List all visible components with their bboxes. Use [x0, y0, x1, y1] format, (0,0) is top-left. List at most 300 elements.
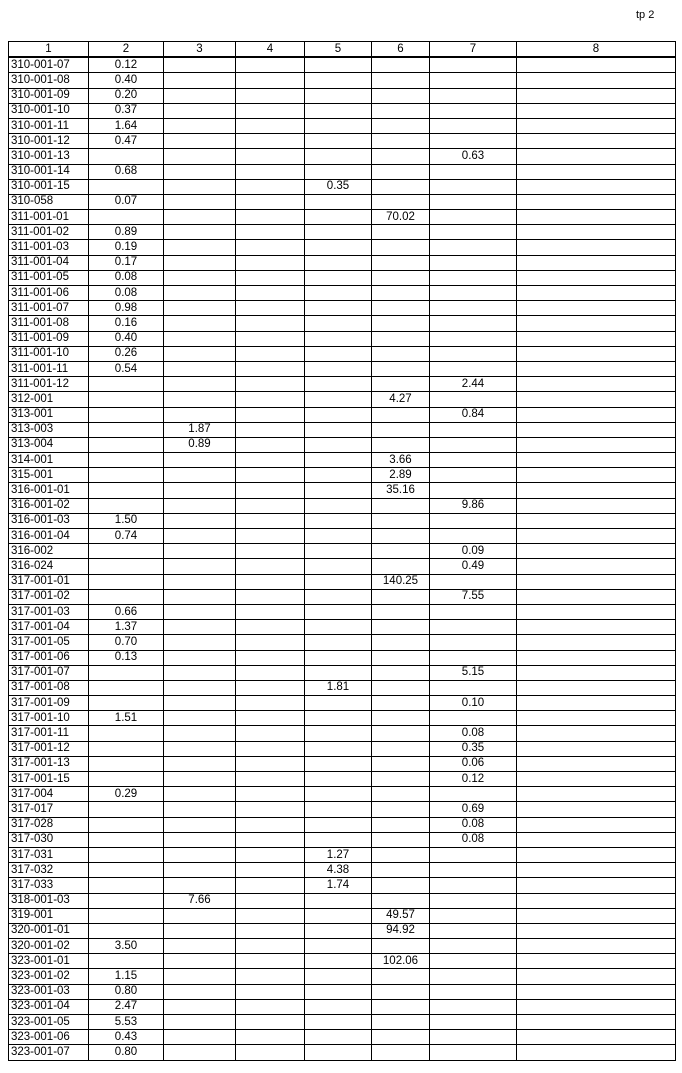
value-cell-col-8 — [517, 331, 676, 346]
value-cell-col-7: 0.35 — [430, 741, 517, 756]
row-code-cell: 312-001 — [9, 392, 89, 407]
value-cell-col-3 — [164, 1015, 236, 1030]
table-row — [9, 726, 676, 741]
value-cell-col-4 — [236, 179, 305, 194]
row-code-cell: 313-004 — [9, 437, 89, 452]
table-row — [9, 468, 676, 483]
value-cell-col-7 — [430, 893, 517, 908]
value-cell-col-4 — [236, 210, 305, 225]
value-cell-col-2 — [89, 847, 164, 862]
value-cell-col-7: 0.06 — [430, 756, 517, 771]
value-cell-col-3 — [164, 1030, 236, 1045]
value-cell-col-4 — [236, 726, 305, 741]
value-cell-col-2: 0.80 — [89, 984, 164, 999]
value-cell-col-3 — [164, 999, 236, 1014]
value-cell-col-7: 0.08 — [430, 817, 517, 832]
value-cell-col-3 — [164, 513, 236, 528]
value-cell-col-4 — [236, 680, 305, 695]
value-cell-col-2: 0.54 — [89, 361, 164, 376]
value-cell-col-7: 0.08 — [430, 832, 517, 847]
value-cell-col-5 — [305, 422, 372, 437]
value-cell-col-7 — [430, 210, 517, 225]
value-cell-col-2 — [89, 878, 164, 893]
value-cell-col-8 — [517, 817, 676, 832]
value-cell-col-2: 0.89 — [89, 225, 164, 240]
value-cell-col-5 — [305, 1030, 372, 1045]
value-cell-col-6 — [372, 513, 430, 528]
table-row — [9, 513, 676, 528]
value-cell-col-6 — [372, 301, 430, 316]
value-cell-col-8 — [517, 286, 676, 301]
row-code-cell: 317-001-02 — [9, 589, 89, 604]
table-row — [9, 194, 676, 209]
value-cell-col-5 — [305, 817, 372, 832]
value-cell-col-7 — [430, 529, 517, 544]
row-code-cell: 311-001-06 — [9, 286, 89, 301]
table-row — [9, 286, 676, 301]
value-cell-col-2: 0.08 — [89, 270, 164, 285]
table-row — [9, 559, 676, 574]
value-cell-col-7 — [430, 635, 517, 650]
value-cell-col-7 — [430, 999, 517, 1014]
page-label: tp 2 — [636, 9, 655, 21]
value-cell-col-3 — [164, 225, 236, 240]
value-cell-col-3 — [164, 726, 236, 741]
value-cell-col-4 — [236, 544, 305, 559]
value-cell-col-5 — [305, 741, 372, 756]
value-cell-col-2 — [89, 377, 164, 392]
value-cell-col-8 — [517, 57, 676, 73]
value-cell-col-2: 0.13 — [89, 650, 164, 665]
value-cell-col-6: 2.89 — [372, 468, 430, 483]
row-code-cell: 323-001-02 — [9, 969, 89, 984]
value-cell-col-4 — [236, 969, 305, 984]
value-cell-col-8 — [517, 893, 676, 908]
value-cell-col-7 — [430, 863, 517, 878]
row-code-cell: 311-001-02 — [9, 225, 89, 240]
table-row — [9, 453, 676, 468]
value-cell-col-2: 0.70 — [89, 635, 164, 650]
value-cell-col-5: 1.74 — [305, 878, 372, 893]
value-cell-col-2: 0.40 — [89, 331, 164, 346]
value-cell-col-8 — [517, 134, 676, 149]
value-cell-col-6 — [372, 741, 430, 756]
value-cell-col-7 — [430, 103, 517, 118]
value-cell-col-5 — [305, 802, 372, 817]
value-cell-col-7 — [430, 954, 517, 969]
value-cell-col-6: 102.06 — [372, 954, 430, 969]
value-cell-col-6: 140.25 — [372, 574, 430, 589]
row-code-cell: 311-001-07 — [9, 301, 89, 316]
table-row — [9, 1045, 676, 1060]
value-cell-col-7 — [430, 1015, 517, 1030]
value-cell-col-7 — [430, 73, 517, 88]
value-cell-col-2 — [89, 832, 164, 847]
value-cell-col-3: 1.87 — [164, 422, 236, 437]
value-cell-col-2: 0.37 — [89, 103, 164, 118]
data-table — [8, 41, 676, 1061]
value-cell-col-7: 0.49 — [430, 559, 517, 574]
value-cell-col-4 — [236, 711, 305, 726]
value-cell-col-5: 4.38 — [305, 863, 372, 878]
value-cell-col-5 — [305, 984, 372, 999]
value-cell-col-8 — [517, 164, 676, 179]
value-cell-col-3 — [164, 559, 236, 574]
row-code-cell: 323-001-05 — [9, 1015, 89, 1030]
value-cell-col-2: 0.20 — [89, 88, 164, 103]
column-header-6: 6 — [372, 42, 430, 58]
value-cell-col-8 — [517, 544, 676, 559]
value-cell-col-5 — [305, 270, 372, 285]
value-cell-col-7 — [430, 88, 517, 103]
value-cell-col-4 — [236, 635, 305, 650]
value-cell-col-8 — [517, 194, 676, 209]
column-header-8: 8 — [517, 42, 676, 58]
value-cell-col-2 — [89, 863, 164, 878]
value-cell-col-6 — [372, 134, 430, 149]
value-cell-col-2: 2.47 — [89, 999, 164, 1014]
value-cell-col-8 — [517, 422, 676, 437]
table-row — [9, 1030, 676, 1045]
value-cell-col-8 — [517, 726, 676, 741]
value-cell-col-4 — [236, 1015, 305, 1030]
row-code-cell: 317-001-05 — [9, 635, 89, 650]
value-cell-col-3 — [164, 589, 236, 604]
value-cell-col-5 — [305, 453, 372, 468]
row-code-cell: 310-001-13 — [9, 149, 89, 164]
value-cell-col-8 — [517, 954, 676, 969]
value-cell-col-6 — [372, 57, 430, 73]
value-cell-col-5 — [305, 908, 372, 923]
value-cell-col-3 — [164, 179, 236, 194]
value-cell-col-4 — [236, 255, 305, 270]
value-cell-col-2 — [89, 453, 164, 468]
value-cell-col-3 — [164, 741, 236, 756]
value-cell-col-4 — [236, 73, 305, 88]
value-cell-col-4 — [236, 832, 305, 847]
row-code-cell: 316-024 — [9, 559, 89, 574]
row-code-cell: 317-032 — [9, 863, 89, 878]
value-cell-col-8 — [517, 680, 676, 695]
value-cell-col-2 — [89, 437, 164, 452]
value-cell-col-8 — [517, 711, 676, 726]
table-row — [9, 847, 676, 862]
value-cell-col-5 — [305, 604, 372, 619]
value-cell-col-3 — [164, 802, 236, 817]
value-cell-col-3 — [164, 286, 236, 301]
value-cell-col-4 — [236, 118, 305, 133]
value-cell-col-2 — [89, 483, 164, 498]
value-cell-col-6 — [372, 544, 430, 559]
value-cell-col-8 — [517, 377, 676, 392]
value-cell-col-2 — [89, 589, 164, 604]
table-row — [9, 772, 676, 787]
table-row — [9, 316, 676, 331]
value-cell-col-8 — [517, 923, 676, 938]
value-cell-col-7 — [430, 179, 517, 194]
value-cell-col-7 — [430, 1030, 517, 1045]
value-cell-col-3 — [164, 787, 236, 802]
table-row — [9, 984, 676, 999]
value-cell-col-4 — [236, 863, 305, 878]
row-code-cell: 310-058 — [9, 194, 89, 209]
value-cell-col-2: 0.19 — [89, 240, 164, 255]
value-cell-col-6 — [372, 194, 430, 209]
table-row — [9, 711, 676, 726]
row-code-cell: 311-001-08 — [9, 316, 89, 331]
table-row — [9, 483, 676, 498]
row-code-cell: 317-001-06 — [9, 650, 89, 665]
value-cell-col-8 — [517, 984, 676, 999]
value-cell-col-2: 0.74 — [89, 529, 164, 544]
value-cell-col-4 — [236, 225, 305, 240]
table-row — [9, 270, 676, 285]
value-cell-col-5 — [305, 999, 372, 1014]
value-cell-col-7: 2.44 — [430, 377, 517, 392]
value-cell-col-6 — [372, 255, 430, 270]
row-code-cell: 317-001-07 — [9, 665, 89, 680]
value-cell-col-5 — [305, 346, 372, 361]
table-row — [9, 1015, 676, 1030]
value-cell-col-7 — [430, 422, 517, 437]
value-cell-col-5 — [305, 665, 372, 680]
value-cell-col-2: 0.40 — [89, 73, 164, 88]
value-cell-col-6 — [372, 696, 430, 711]
value-cell-col-5 — [305, 286, 372, 301]
value-cell-col-6 — [372, 939, 430, 954]
row-code-cell: 310-001-07 — [9, 57, 89, 73]
value-cell-col-4 — [236, 286, 305, 301]
value-cell-col-3 — [164, 604, 236, 619]
value-cell-col-6 — [372, 73, 430, 88]
table-row — [9, 331, 676, 346]
table-row — [9, 149, 676, 164]
value-cell-col-5 — [305, 149, 372, 164]
value-cell-col-6 — [372, 331, 430, 346]
value-cell-col-4 — [236, 847, 305, 862]
value-cell-col-7 — [430, 361, 517, 376]
value-cell-col-7 — [430, 483, 517, 498]
row-code-cell: 317-004 — [9, 787, 89, 802]
row-code-cell: 316-001-04 — [9, 529, 89, 544]
value-cell-col-2 — [89, 696, 164, 711]
value-cell-col-7: 0.09 — [430, 544, 517, 559]
value-cell-col-8 — [517, 665, 676, 680]
value-cell-col-5 — [305, 954, 372, 969]
value-cell-col-8 — [517, 969, 676, 984]
table-row — [9, 118, 676, 133]
value-cell-col-5 — [305, 756, 372, 771]
row-code-cell: 316-001-02 — [9, 498, 89, 513]
table-header-row — [9, 42, 676, 58]
value-cell-col-5 — [305, 377, 372, 392]
value-cell-col-7 — [430, 787, 517, 802]
value-cell-col-8 — [517, 574, 676, 589]
value-cell-col-2 — [89, 741, 164, 756]
value-cell-col-3 — [164, 847, 236, 862]
value-cell-col-3 — [164, 1045, 236, 1060]
value-cell-col-6 — [372, 164, 430, 179]
value-cell-col-4 — [236, 377, 305, 392]
value-cell-col-6 — [372, 346, 430, 361]
value-cell-col-4 — [236, 103, 305, 118]
value-cell-col-3 — [164, 149, 236, 164]
value-cell-col-7 — [430, 604, 517, 619]
table-row — [9, 999, 676, 1014]
value-cell-col-6 — [372, 726, 430, 741]
value-cell-col-3 — [164, 240, 236, 255]
value-cell-col-5 — [305, 969, 372, 984]
row-code-cell: 317-001-01 — [9, 574, 89, 589]
value-cell-col-2 — [89, 908, 164, 923]
table-row — [9, 301, 676, 316]
value-cell-col-2: 0.16 — [89, 316, 164, 331]
value-cell-col-2: 0.12 — [89, 57, 164, 73]
value-cell-col-7: 5.15 — [430, 665, 517, 680]
value-cell-col-5 — [305, 468, 372, 483]
value-cell-col-7: 0.12 — [430, 772, 517, 787]
value-cell-col-6 — [372, 984, 430, 999]
value-cell-col-6 — [372, 240, 430, 255]
row-code-cell: 317-030 — [9, 832, 89, 847]
value-cell-col-6 — [372, 665, 430, 680]
value-cell-col-7 — [430, 908, 517, 923]
value-cell-col-5 — [305, 498, 372, 513]
value-cell-col-6 — [372, 817, 430, 832]
value-cell-col-6 — [372, 847, 430, 862]
value-cell-col-2 — [89, 574, 164, 589]
value-cell-col-7 — [430, 923, 517, 938]
row-code-cell: 317-031 — [9, 847, 89, 862]
table-row — [9, 103, 676, 118]
row-code-cell: 317-001-04 — [9, 620, 89, 635]
value-cell-col-8 — [517, 103, 676, 118]
value-cell-col-3 — [164, 544, 236, 559]
value-cell-col-6 — [372, 270, 430, 285]
value-cell-col-8 — [517, 878, 676, 893]
value-cell-col-8 — [517, 832, 676, 847]
value-cell-col-6 — [372, 650, 430, 665]
value-cell-col-4 — [236, 908, 305, 923]
value-cell-col-5 — [305, 574, 372, 589]
row-code-cell: 311-001-05 — [9, 270, 89, 285]
value-cell-col-4 — [236, 772, 305, 787]
table-row — [9, 589, 676, 604]
value-cell-col-5: 1.27 — [305, 847, 372, 862]
value-cell-col-3 — [164, 194, 236, 209]
value-cell-col-8 — [517, 635, 676, 650]
value-cell-col-3 — [164, 574, 236, 589]
value-cell-col-4 — [236, 923, 305, 938]
value-cell-col-3 — [164, 73, 236, 88]
row-code-cell: 317-028 — [9, 817, 89, 832]
value-cell-col-8 — [517, 756, 676, 771]
value-cell-col-6 — [372, 286, 430, 301]
value-cell-col-6 — [372, 620, 430, 635]
table-row — [9, 696, 676, 711]
value-cell-col-7 — [430, 878, 517, 893]
value-cell-col-4 — [236, 999, 305, 1014]
value-cell-col-5 — [305, 939, 372, 954]
table-row — [9, 604, 676, 619]
value-cell-col-4 — [236, 194, 305, 209]
value-cell-col-4 — [236, 361, 305, 376]
column-header-4: 4 — [236, 42, 305, 58]
row-code-cell: 317-001-13 — [9, 756, 89, 771]
value-cell-col-7 — [430, 225, 517, 240]
value-cell-col-8 — [517, 650, 676, 665]
value-cell-col-5 — [305, 437, 372, 452]
value-cell-col-3 — [164, 118, 236, 133]
row-code-cell: 317-017 — [9, 802, 89, 817]
row-code-cell: 323-001-04 — [9, 999, 89, 1014]
value-cell-col-4 — [236, 407, 305, 422]
value-cell-col-6 — [372, 1015, 430, 1030]
row-code-cell: 311-001-09 — [9, 331, 89, 346]
value-cell-col-3 — [164, 316, 236, 331]
value-cell-col-8 — [517, 741, 676, 756]
row-code-cell: 317-001-03 — [9, 604, 89, 619]
value-cell-col-6 — [372, 863, 430, 878]
value-cell-col-4 — [236, 1045, 305, 1060]
table-row — [9, 73, 676, 88]
value-cell-col-8 — [517, 392, 676, 407]
table-row — [9, 665, 676, 680]
value-cell-col-8 — [517, 225, 676, 240]
value-cell-col-4 — [236, 574, 305, 589]
value-cell-col-5 — [305, 73, 372, 88]
value-cell-col-2: 0.17 — [89, 255, 164, 270]
value-cell-col-8 — [517, 118, 676, 133]
value-cell-col-7 — [430, 939, 517, 954]
value-cell-col-4 — [236, 134, 305, 149]
column-header-1: 1 — [9, 42, 89, 58]
value-cell-col-5 — [305, 164, 372, 179]
value-cell-col-3: 0.89 — [164, 437, 236, 452]
table-row — [9, 134, 676, 149]
table-row — [9, 422, 676, 437]
value-cell-col-7 — [430, 57, 517, 73]
value-cell-col-8 — [517, 589, 676, 604]
value-cell-col-4 — [236, 453, 305, 468]
value-cell-col-7: 9.86 — [430, 498, 517, 513]
row-code-cell: 317-001-15 — [9, 772, 89, 787]
value-cell-col-4 — [236, 650, 305, 665]
value-cell-col-2: 1.15 — [89, 969, 164, 984]
value-cell-col-7 — [430, 331, 517, 346]
row-code-cell: 320-001-02 — [9, 939, 89, 954]
value-cell-col-4 — [236, 437, 305, 452]
table-row — [9, 240, 676, 255]
table-row — [9, 255, 676, 270]
value-cell-col-2 — [89, 756, 164, 771]
value-cell-col-6: 35.16 — [372, 483, 430, 498]
value-cell-col-2 — [89, 149, 164, 164]
table-row — [9, 817, 676, 832]
value-cell-col-5 — [305, 1015, 372, 1030]
value-cell-col-3 — [164, 88, 236, 103]
value-cell-col-3 — [164, 969, 236, 984]
value-cell-col-6 — [372, 999, 430, 1014]
value-cell-col-2 — [89, 680, 164, 695]
value-cell-col-5 — [305, 255, 372, 270]
value-cell-col-2 — [89, 210, 164, 225]
value-cell-col-7 — [430, 1045, 517, 1060]
value-cell-col-2 — [89, 179, 164, 194]
value-cell-col-4 — [236, 331, 305, 346]
value-cell-col-3 — [164, 483, 236, 498]
value-cell-col-8 — [517, 604, 676, 619]
